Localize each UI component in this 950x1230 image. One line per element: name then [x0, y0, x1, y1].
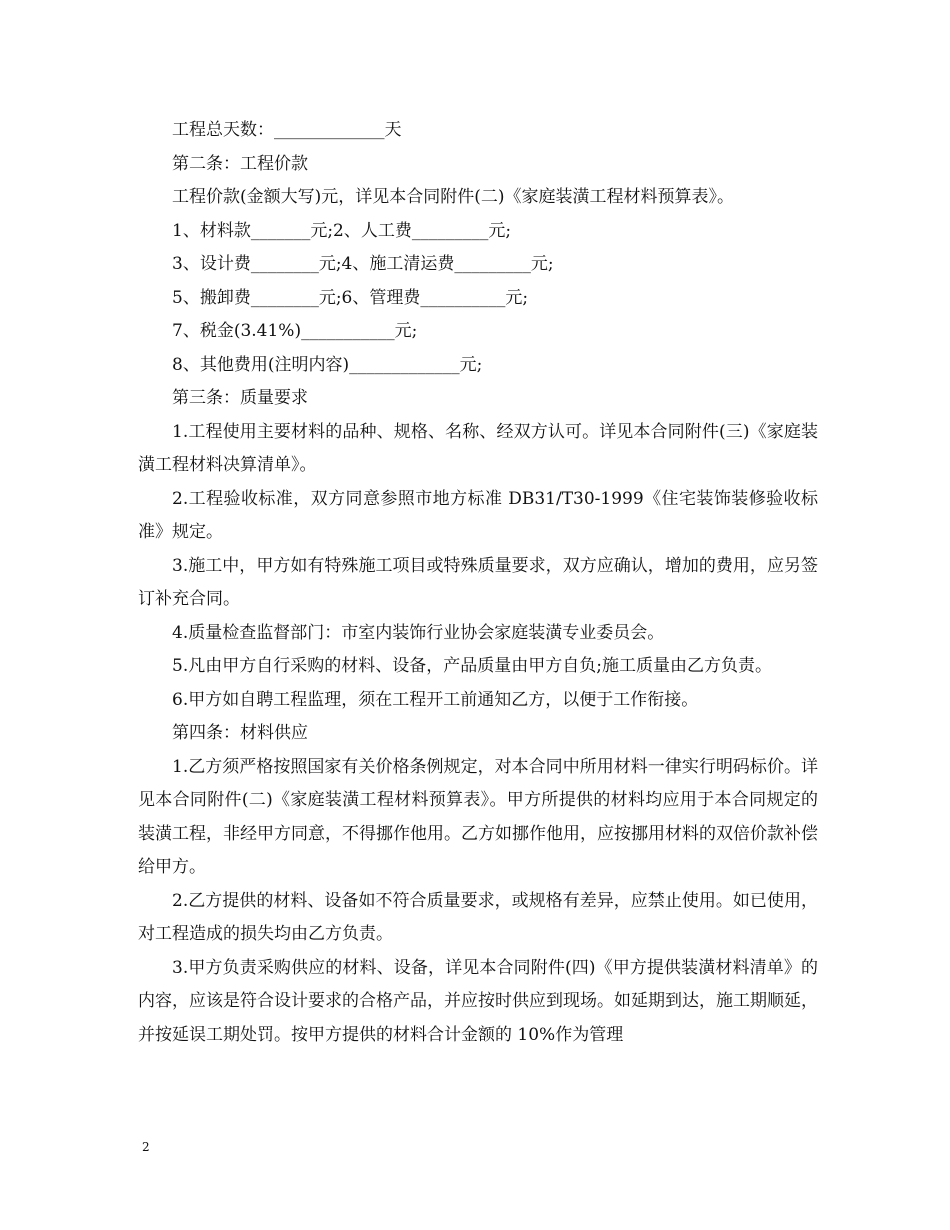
total-days-line: 工程总天数：_____________天 — [172, 120, 402, 140]
material-paragraph-3: 3.甲方负责采购供应的材料、设备，详见本合同附件(四)《甲方提供装潢材料清单》的内容，应该是符合设计要求的合格产品，并应按时供应到现场。如延期到达，施工期顺延，并按延误工期处罚。按甲方提供的材料合计金额的 10%作为管理 — [138, 957, 818, 1045]
fee-line-1: 1、材料款_______元;2、人工费_________元; — [172, 220, 512, 241]
quality-paragraph-2: 2.工程验收标准，双方同意参照市地方标准 DB31/T30-1999《住宅装饰装修验收标准》规定。 — [138, 488, 818, 542]
material-paragraph-2: 2.乙方提供的材料、设备如不符合质量要求，或规格有差异，应禁止使用。如已使用，对工程造成的损失均由乙方负责。 — [138, 890, 818, 944]
quality-paragraph-4: 4.质量检查监督部门：市室内装饰行业协会家庭装潢专业委员会。 — [172, 622, 665, 643]
article-4-heading: 第四条：材料供应 — [172, 723, 308, 743]
fee-line-3: 5、搬卸费________元;6、管理费__________元; — [172, 287, 529, 308]
page-number: 2 — [142, 1140, 150, 1154]
fee-line-2: 3、设计费________元;4、施工清运费_________元; — [172, 254, 554, 274]
document-body — [138, 114, 818, 1052]
fee-line-5: 8、其他费用(注明内容)_____________元; — [172, 354, 483, 375]
quality-paragraph-1: 1.工程使用主要材料的品种、规格、名称、经双方认可。详见本合同附件(三)《家庭装潢工程材料决算清单》。 — [138, 421, 818, 475]
material-paragraph-1: 1.乙方须严格按照国家有关价格条例规定，对本合同中所用材料一律实行明码标价。详见本合同附件(二)《家庭装潢工程材料预算表》。甲方所提供的材料均应用于本合同规定的装潢工程，非经甲方同意，不得挪作他用。乙方如挪作他用，应按挪用材料的双倍价款补偿给甲方。 — [138, 756, 818, 877]
quality-paragraph-3: 3.施工中，甲方如有特殊施工项目或特殊质量要求，双方应确认，增加的费用，应另签订补充合同。 — [138, 555, 818, 609]
article-3-heading: 第三条：质量要求 — [172, 388, 308, 408]
project-price-line: 工程价款(金额大写)元，详见本合同附件(二)《家庭装潢工程材料预算表》。 — [172, 187, 735, 207]
fee-line-4: 7、税金(3.41%)___________元; — [172, 321, 418, 341]
quality-paragraph-6: 6.甲方如自聘工程监理，须在工程开工前通知乙方，以便于工作衔接。 — [172, 689, 699, 710]
article-2-heading: 第二条：工程价款 — [172, 153, 308, 174]
quality-paragraph-5: 5.凡由甲方自行采购的材料、设备，产品质量由甲方自负;施工质量由乙方负责。 — [172, 656, 772, 676]
